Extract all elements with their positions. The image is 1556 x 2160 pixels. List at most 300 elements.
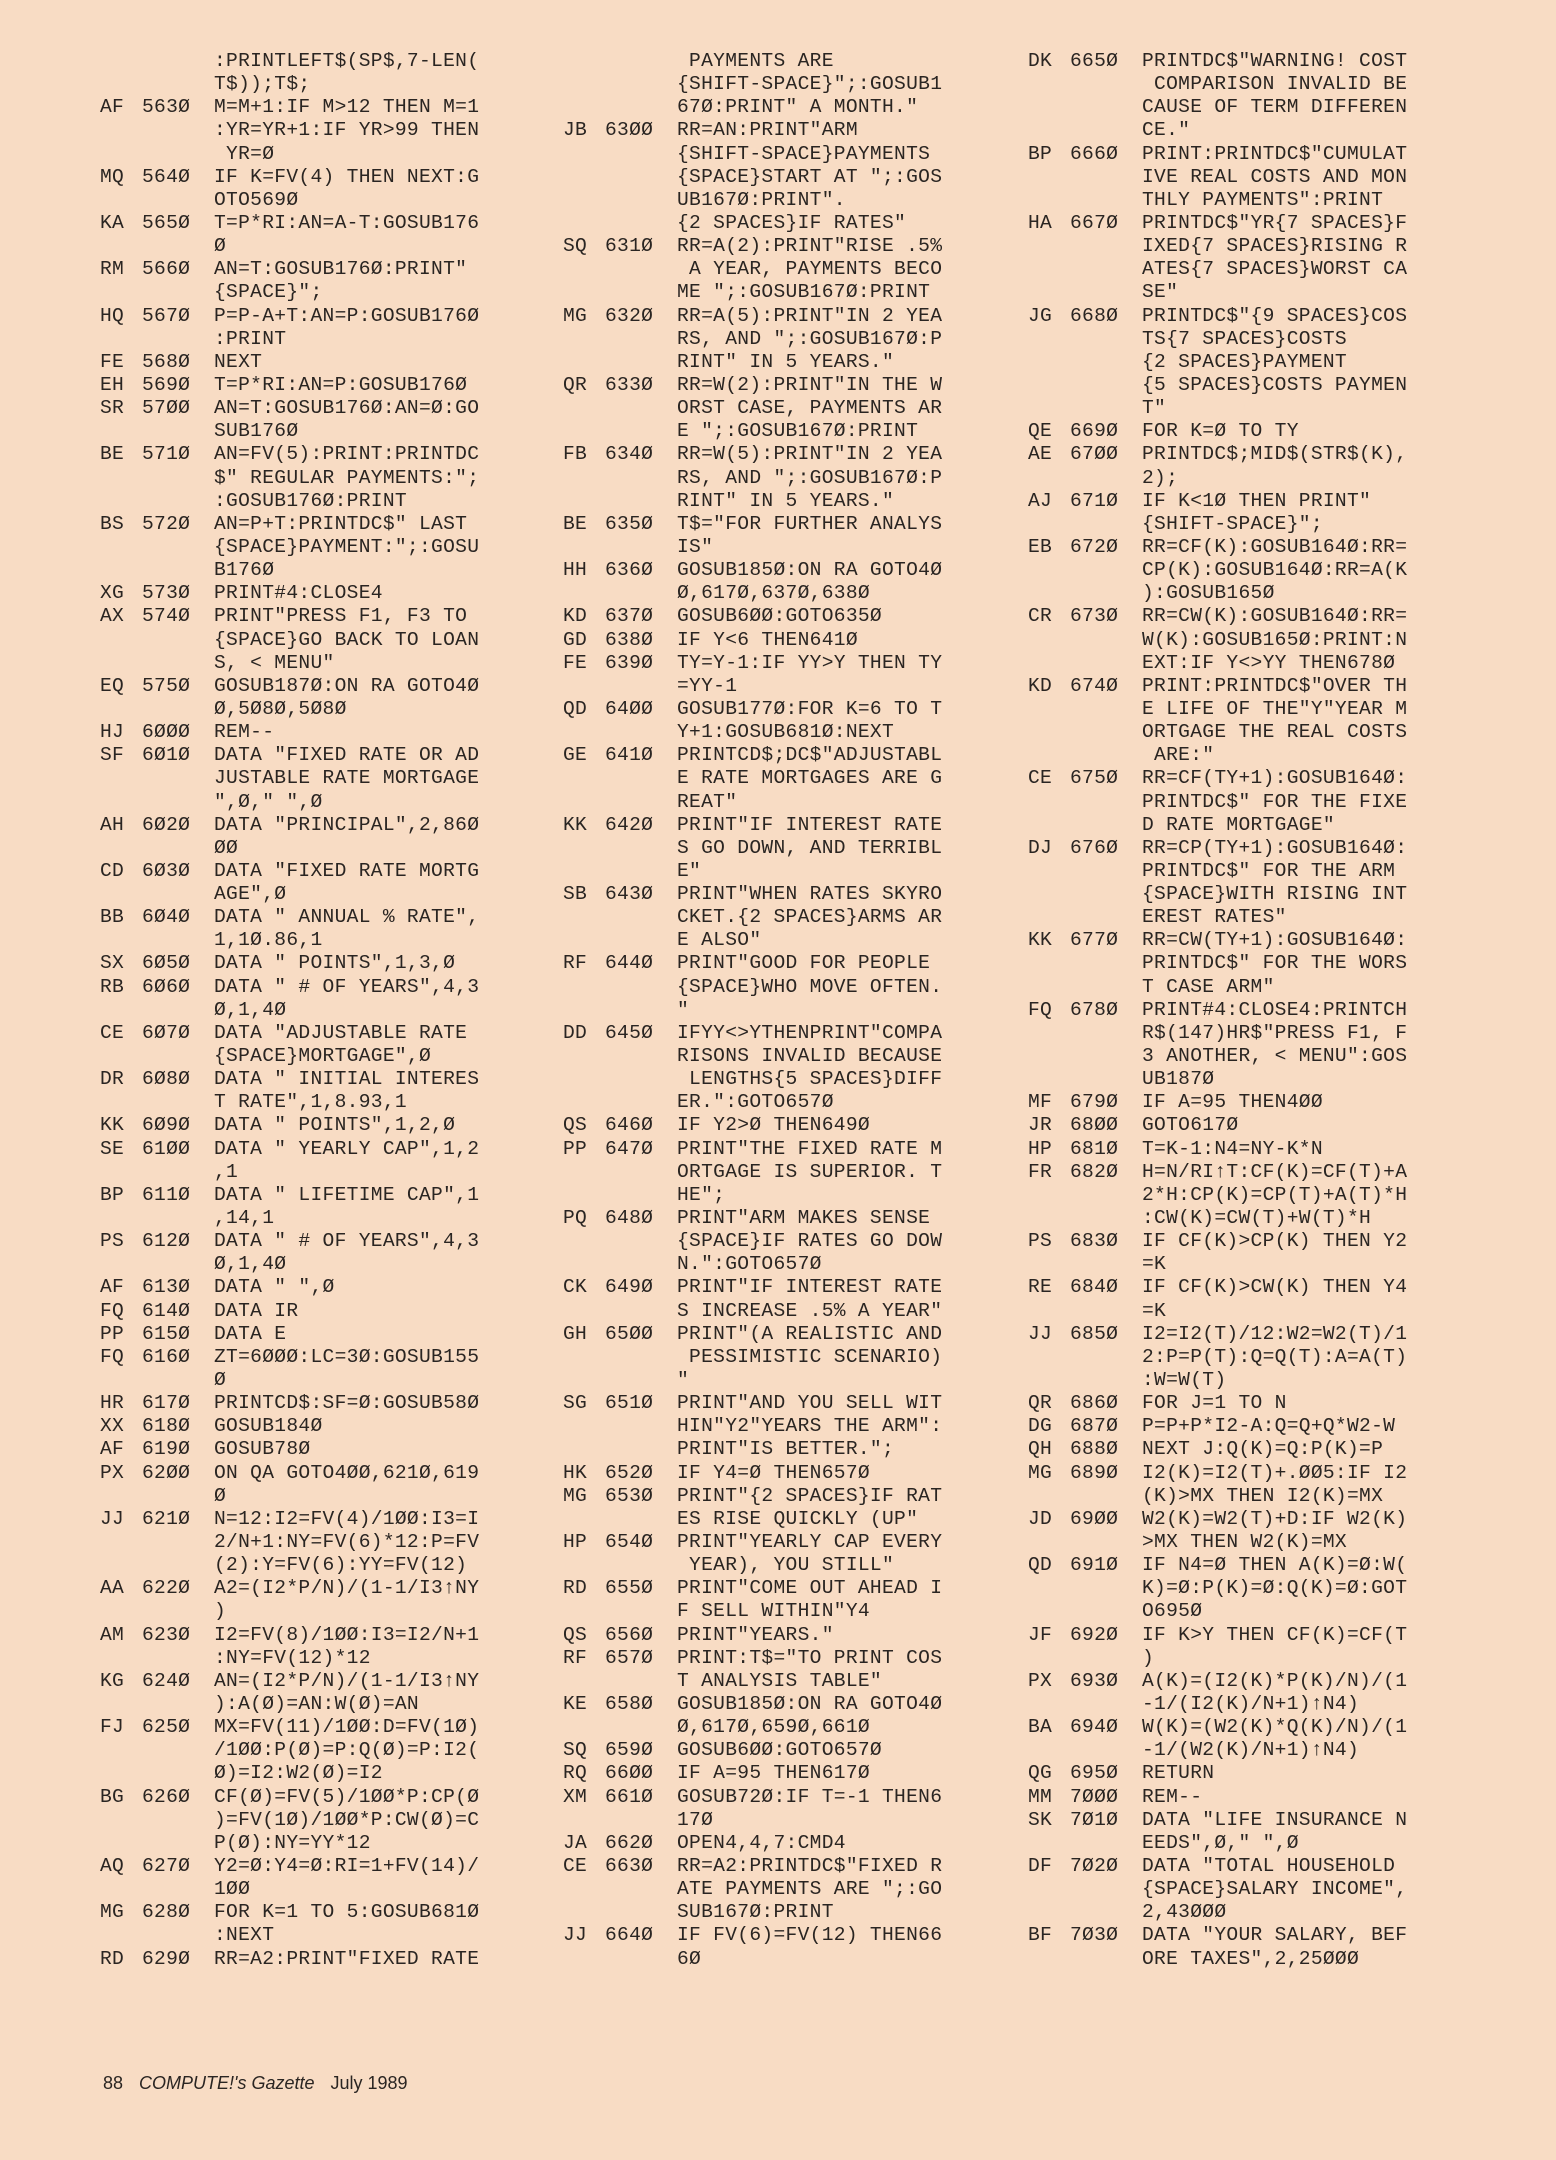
listing-line [100,50,560,96]
code-text: W(K):GOSUB165Ø:PRINT:N [1142,628,1408,651]
listing-line-first [1028,1230,1488,1253]
line-number [1070,281,1142,304]
listing-line-continuation [1028,1300,1488,1323]
checksum [563,1184,605,1207]
code-text: DATA "YOUR SALARY, BEF [1142,1924,1408,1947]
listing-line [100,513,560,582]
listing-line [1028,1462,1488,1508]
checksum [100,1161,142,1184]
listing-line-first [100,305,560,328]
line-number [142,281,214,304]
listing-line-continuation [100,1739,560,1762]
checksum [1028,189,1070,212]
line-number [142,73,214,96]
checksum [563,1716,605,1739]
code-text: T$));T$; [214,73,311,96]
checksum [563,837,605,860]
listing-line-continuation [1028,1832,1488,1855]
line-number: 618Ø [142,1415,191,1438]
listing-line-first [1028,212,1488,235]
code-text: {SPACE}SALARY INCOME", [1142,1878,1408,1901]
code-text: W2(K)=W2(T)+D:IF W2(K) [1142,1507,1408,1530]
listing-line-continuation [563,675,1023,698]
code-text: CE." [1142,119,1191,142]
listing-line [563,119,1023,235]
code-text: PRINT#4:CLOSE4 [214,582,383,605]
listing-line-continuation [563,1554,1023,1577]
checksum [100,767,142,790]
checksum: KK [563,813,588,836]
checksum [100,1531,142,1554]
line-number: 631Ø [605,235,654,258]
code-text: T=P*RI:AN=A-T:GOSUB176 [214,211,480,234]
listing-line-first [100,605,560,628]
code-text: ):GOSUB165Ø [1142,582,1275,605]
listing-line-continuation [563,1045,1023,1068]
listing-line [563,952,1023,1021]
checksum: MG [1028,1461,1053,1484]
line-number: 695Ø [1070,1762,1119,1785]
code-text: PRINTDC$" FOR THE FIXE [1142,790,1408,813]
listing-line-continuation [563,906,1023,929]
code-text: RR=CW(K):GOSUB164Ø:RR= [1142,605,1408,628]
checksum: CE [100,1021,125,1044]
checksum: AH [100,813,125,836]
line-number: 675Ø [1070,767,1119,790]
listing-line-first [100,1948,560,1971]
line-number [605,420,677,443]
line-number [142,999,214,1022]
line-number: 655Ø [605,1577,654,1600]
listing-line-continuation [1028,883,1488,906]
code-text: PRINT"IF INTEREST RATE [677,1276,943,1299]
checksum: RF [563,952,588,975]
listing-line-first [100,1786,560,1809]
checksum [1028,1739,1070,1762]
listing-line-continuation [1028,166,1488,189]
checksum [1028,1901,1070,1924]
checksum [563,281,605,304]
code-text: {SPACE}WITH RISING INT [1142,883,1408,906]
listing-line [563,1739,1023,1762]
checksum: MQ [100,165,125,188]
line-number: 6Ø3Ø [142,859,191,882]
line-number [1070,629,1142,652]
listing-line [1028,490,1488,536]
listing-line-first [100,1438,560,1461]
code-text: R$(147)HR$"PRESS F1, F [1142,1021,1408,1044]
checksum: AA [100,1577,125,1600]
listing-line-first [100,374,560,397]
checksum [1028,166,1070,189]
listing-line-continuation [100,119,560,142]
code-text: T CASE ARM" [1142,975,1275,998]
code-text: PRINT"ARM MAKES SENSE [677,1207,931,1230]
listing-line [100,721,560,744]
listing-line-first [563,305,1023,328]
line-number [605,929,677,952]
checksum [1028,281,1070,304]
checksum [563,1948,605,1971]
listing-line-first [563,1462,1023,1485]
listing-line [100,1508,560,1577]
checksum: AF [100,96,125,119]
code-text: GOSUB72Ø:IF T=-1 THEN6 [677,1785,943,1808]
checksum [1028,1531,1070,1554]
checksum [1028,1300,1070,1323]
code-text: SE" [1142,281,1179,304]
code-text: ON QA GOTO4ØØ,621Ø,619 [214,1461,480,1484]
listing-line [563,1323,1023,1392]
code-text: PRINTDC$" FOR THE ARM [1142,859,1396,882]
listing-line-first [563,698,1023,721]
listing-line-continuation [1028,721,1488,744]
line-number: 6Ø5Ø [142,952,191,975]
code-text: 2); [1142,466,1179,489]
listing-line-continuation [563,1670,1023,1693]
line-number [142,1809,214,1832]
line-number [1070,235,1142,258]
line-number: 569Ø [142,373,191,396]
checksum [1028,1948,1070,1971]
code-text: )=FV(1Ø)/1ØØ*P:CW(Ø)=C [214,1808,480,1831]
checksum [563,1346,605,1369]
code-text: CKET.{2 SPACES}ARMS AR [677,906,943,929]
listing-line-continuation [563,837,1023,860]
listing-line-first [100,1462,560,1485]
listing-line [100,1323,560,1346]
line-number [1070,1901,1142,1924]
listing-line [1028,1554,1488,1623]
code-text: {SPACE}START AT ";:GOS [677,165,943,188]
checksum [563,328,605,351]
listing-line-first [100,1346,560,1369]
listing-line-first [1028,1462,1488,1485]
listing-line [100,374,560,397]
line-number: 6Ø8Ø [142,1068,191,1091]
code-text: PRINT"GOOD FOR PEOPLE [677,952,931,975]
line-number: 628Ø [142,1901,191,1924]
listing-line [100,1276,560,1299]
code-text: ) [1142,1646,1155,1669]
code-text: I2=I2(T)/12:W2=W2(T)/1 [1142,1322,1408,1345]
line-number: 612Ø [142,1230,191,1253]
code-text: IF Y<6 THEN641Ø [677,628,858,651]
checksum [563,1068,605,1091]
code-text: $" REGULAR PAYMENTS:"; [214,466,480,489]
checksum: AQ [100,1854,125,1877]
code-text: I2=FV(8)/1ØØ:I3=I2/N+1 [214,1623,480,1646]
line-number: 689Ø [1070,1461,1119,1484]
listing-line [563,1485,1023,1531]
listing-line-first [1028,675,1488,698]
listing-line-first [563,1207,1023,1230]
line-number: 642Ø [605,813,654,836]
listing-line [100,1230,560,1276]
line-number [142,420,214,443]
checksum [563,582,605,605]
code-text: E ALSO" [677,929,762,952]
code-text: N.":GOTO657Ø [677,1253,822,1276]
checksum: DD [563,1021,588,1044]
code-text: DATA " ",Ø [214,1276,335,1299]
listing-line-continuation [1028,744,1488,767]
checksum [100,1485,142,1508]
checksum: SE [100,1137,125,1160]
code-text: E ";:GOSUB167Ø:PRINT [677,420,919,443]
listing-line-continuation [100,999,560,1022]
line-number [605,1878,677,1901]
checksum: RE [1028,1276,1053,1299]
checksum: CE [1028,767,1053,790]
listing-line-first [563,1624,1023,1647]
listing-line [100,443,560,512]
checksum [563,467,605,490]
listing-line-continuation [1028,814,1488,837]
line-number [605,582,677,605]
code-text: IVE REAL COSTS AND MON [1142,165,1408,188]
listing-line-first [1028,1323,1488,1346]
listing-line-first [563,513,1023,536]
line-number: 643Ø [605,883,654,906]
listing-line-continuation [100,1369,560,1392]
listing-line-first [1028,443,1488,466]
code-text: LENGTHS{5 SPACES}DIFF [677,1068,943,1091]
checksum: RD [563,1577,588,1600]
code-text: ,14,1 [214,1207,275,1230]
line-number [605,258,677,281]
checksum [100,73,142,96]
listing-line-continuation [563,143,1023,166]
listing-line-first [1028,1716,1488,1739]
checksum: AF [100,1438,125,1461]
checksum: HR [100,1392,125,1415]
listing-line-continuation [1028,1346,1488,1369]
line-number: 632Ø [605,304,654,327]
line-number [605,1161,677,1184]
listing-line-first [563,1739,1023,1762]
line-number: 625Ø [142,1716,191,1739]
checksum [1028,1878,1070,1901]
checksum [563,166,605,189]
listing-line-first [1028,1786,1488,1809]
code-text: D RATE MORTGAGE" [1142,813,1335,836]
line-number [605,351,677,374]
code-text: " [677,1369,690,1392]
listing-line-first [1028,420,1488,443]
checksum [1028,906,1070,929]
listing-line-first [1028,1438,1488,1461]
code-text: RISONS INVALID BECAUSE [677,1045,943,1068]
line-number [142,1832,214,1855]
checksum [563,791,605,814]
listing-line-continuation [563,1948,1023,1971]
listing-line [1028,536,1488,605]
checksum: BS [100,512,125,535]
code-text: Ø)=I2:W2(Ø)=I2 [214,1762,383,1785]
checksum: BG [100,1785,125,1808]
code-text: Y+1:GOSUB681Ø:NEXT [677,721,895,744]
checksum [100,1647,142,1670]
checksum: JJ [1028,1322,1053,1345]
code-text: P=P-A+T:AN=P:GOSUB176Ø [214,304,480,327]
page-number: 88 [103,2073,124,2093]
listing-line [1028,1438,1488,1461]
code-text: AN=(I2*P/N)/(1-1/I3↑NY [214,1669,480,1692]
listing-line [100,1716,560,1785]
line-number: 665Ø [1070,50,1119,72]
listing-line [563,1022,1023,1115]
line-number: 626Ø [142,1785,191,1808]
listing-line-first [100,1022,560,1045]
listing-line [100,1114,560,1137]
listing-line-first [1028,999,1488,1022]
code-text: N=12:I2=FV(4)/1ØØ:I3=I [214,1507,480,1530]
code-text: {2 SPACES}IF RATES" [677,211,907,234]
checksum [1028,721,1070,744]
checksum [563,73,605,96]
listing-line [563,443,1023,512]
code-text: UB167Ø:PRINT". [677,188,846,211]
code-text: T ANALYSIS TABLE" [677,1669,882,1692]
code-text: HE"; [677,1183,726,1206]
code-text: ØØ [214,836,239,859]
code-text: ) [214,1600,227,1623]
listing-line-first [100,1068,560,1091]
listing-line [100,1948,560,1971]
line-number [605,467,677,490]
line-number: 693Ø [1070,1669,1119,1692]
listing-line [100,1415,560,1438]
checksum [563,929,605,952]
checksum: FJ [100,1716,125,1739]
checksum: QD [1028,1554,1053,1577]
checksum: XX [100,1415,125,1438]
code-text: T=P*RI:AN=P:GOSUB176Ø [214,373,468,396]
line-number: 613Ø [142,1276,191,1299]
code-text: DATA " INITIAL INTERES [214,1068,480,1091]
line-number [142,929,214,952]
code-text: IF Y2>Ø THEN649Ø [677,1114,870,1137]
code-text: H=N/RI↑T:CF(K)=CF(T)+A [1142,1160,1408,1183]
checksum: KK [1028,929,1053,952]
code-text: PRINT:PRINTDC$"CUMULAT [1142,142,1408,165]
checksum: MG [563,304,588,327]
listing-line [100,976,560,1022]
line-number: 657Ø [605,1646,654,1669]
code-text: T" [1142,397,1167,420]
line-number [605,1091,677,1114]
line-number: 671Ø [1070,489,1119,512]
line-number [605,906,677,929]
checksum [100,467,142,490]
line-number [1070,883,1142,906]
listing-line-continuation [563,1438,1023,1461]
line-number: 7Ø3Ø [1070,1924,1119,1947]
listing-line-continuation [563,166,1023,189]
line-number [1070,860,1142,883]
listing-line [1028,1924,1488,1970]
listing-line [100,814,560,860]
listing-line-continuation [100,1647,560,1670]
listing-line-continuation [100,929,560,952]
listing-line-first [563,235,1023,258]
line-number [605,1369,677,1392]
listing-line [1028,1392,1488,1415]
code-text: NEXT [214,350,263,373]
line-number [605,1901,677,1924]
listing-line-continuation [563,1508,1023,1531]
line-number: 648Ø [605,1207,654,1230]
line-number [1070,467,1142,490]
listing-column-1 [100,50,560,1971]
code-text: P(Ø):NY=YY*12 [214,1831,371,1854]
listing-line-continuation [563,467,1023,490]
listing-line-continuation [100,1693,560,1716]
line-number: 575Ø [142,674,191,697]
line-number [605,1438,677,1461]
listing-line-continuation [1028,119,1488,142]
line-number [1070,814,1142,837]
checksum: HP [563,1531,588,1553]
line-number [1070,258,1142,281]
checksum [563,397,605,420]
magazine-title: COMPUTE!'s Gazette [139,2073,315,2093]
code-text: O695Ø [1142,1600,1203,1623]
checksum: SB [563,883,588,906]
checksum [563,1161,605,1184]
listing-line-continuation [1028,952,1488,975]
line-number: 619Ø [142,1438,191,1461]
listing-line-continuation [563,1369,1023,1392]
line-number [1070,1693,1142,1716]
checksum [100,281,142,304]
code-text: FOR J=1 TO N [1142,1392,1287,1415]
line-number [605,1253,677,1276]
code-text: :PRINTLEFT$(SP$,7-LEN( [214,50,480,72]
code-text: IF A=95 THEN617Ø [677,1762,870,1785]
checksum: SR [100,397,125,420]
line-number [605,143,677,166]
listing-line-first [563,629,1023,652]
listing-line [100,1346,560,1392]
line-number: 673Ø [1070,605,1119,628]
listing-line [563,374,1023,443]
listing-line-continuation [563,1253,1023,1276]
checksum: PX [1028,1669,1053,1692]
listing-line-continuation [1028,791,1488,814]
checksum [1028,976,1070,999]
listing-line-first [1028,837,1488,860]
line-number [1070,1369,1142,1392]
checksum: SQ [563,1739,588,1762]
line-number [142,1161,214,1184]
checksum [1028,1369,1070,1392]
listing-line [563,1207,1023,1276]
listing-line [563,1138,1023,1207]
line-number: 568Ø [142,350,191,373]
checksum [563,1508,605,1531]
checksum: RQ [563,1762,588,1785]
checksum: KE [563,1692,588,1715]
listing-line [1028,999,1488,1092]
code-text: DATA " # OF YEARS",4,3 [214,975,480,998]
listing-line-first [1028,1415,1488,1438]
listing-line-first [1028,1855,1488,1878]
checksum [1028,582,1070,605]
checksum: BF [1028,1924,1053,1947]
code-text: TS{7 SPACES}COSTS [1142,327,1347,350]
